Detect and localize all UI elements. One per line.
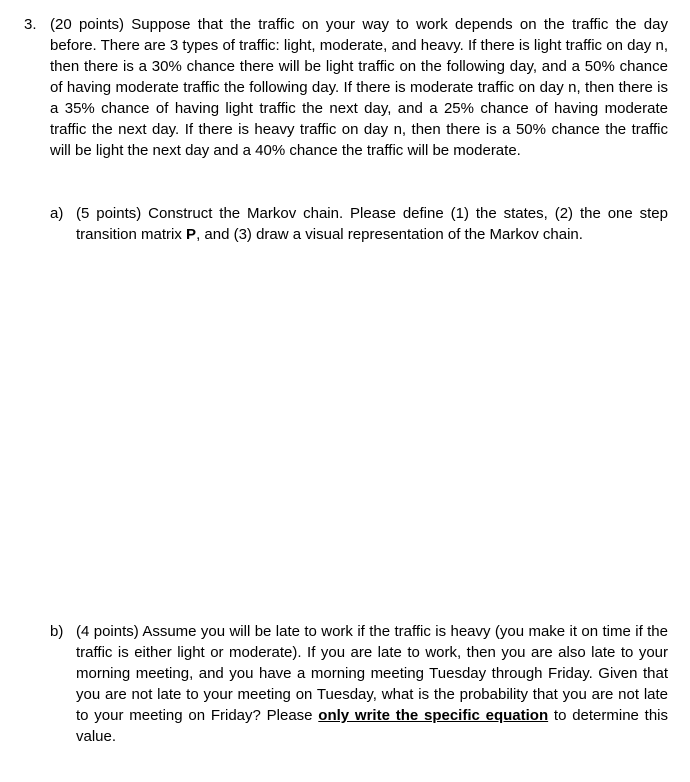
part-a bbox=[50, 203, 668, 245]
matrix-symbol: P bbox=[186, 226, 197, 243]
part-a-text-after: , and (3) draw a visual representation of the Markov chain. bbox=[196, 226, 583, 243]
part-b-text-before: (4 points) Assume you will be late to work if the traffic is heavy (you make it on time if the traffic is either light or moderate). If you are late to work, then you are also late to your morning meeting, and you have a morning meeting Tuesday through Friday. Given that you are not late to your meeting on Tuesday, what is the probability that you are not late to your meeting on Friday? Please bbox=[76, 623, 668, 724]
part-b-emphasis: only write the specific equation bbox=[318, 707, 549, 724]
part-b bbox=[50, 621, 668, 747]
part-a-text bbox=[76, 203, 668, 245]
part-b-text-after: to determine this value. bbox=[76, 707, 669, 745]
problem-statement: (20 points) Suppose that the traffic on your way to work depends on the traffic the day before. There are 3 types of traffic: light, moderate, and heavy. If there is light traffic on day n, then there is a 30% chance there will be light traffic on the following day, and a 50% chance of having moderate traffic the following day. If there is moderate traffic on day n, then there is a 35% chance of having light traffic the next day, and a 25% chance of having moderate traffic the next day. If there is heavy traffic on day n, then there is a 50% chance the traffic will be light the next day and a 40% chance the traffic will be moderate. bbox=[50, 16, 668, 159]
part-b-text bbox=[76, 621, 668, 747]
part-b-label: b) bbox=[50, 623, 64, 640]
problem-number: 3. bbox=[24, 16, 37, 33]
part-a-text-before: (5 points) Construct the Markov chain. Please define (1) the states, (2) the one step transition matrix bbox=[76, 205, 668, 243]
problem-3 bbox=[24, 14, 668, 161]
part-a-label: a) bbox=[50, 205, 64, 222]
